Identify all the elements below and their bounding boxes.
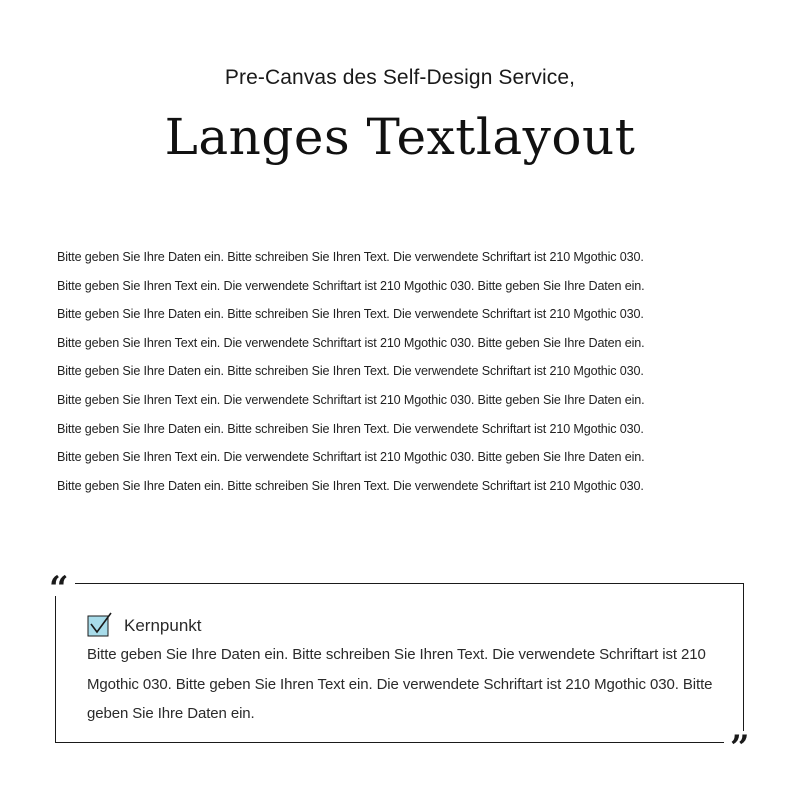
body-line: Bitte geben Sie Ihren Text ein. Die verwendete Schriftart ist 210 Mgothic 030. Bitte geben Sie Ihre Daten ein. — [57, 278, 645, 293]
body-text-block — [57, 243, 747, 500]
key-point-label: Kernpunkt — [124, 616, 202, 635]
key-point-text: Bitte geben Sie Ihre Daten ein. Bitte schreiben Sie Ihren Text. Die verwendete Schriftart ist 210 Mgothic 030. Bitte geben Sie Ihren Text ein. Die verwendete Schriftart ist 210 Mgothic 030. Bitte geben Sie Ihre Daten ein. — [87, 646, 713, 722]
body-line: Bitte geben Sie Ihre Daten ein. Bitte schreiben Sie Ihren Text. Die verwendete Schriftart ist 210 Mgothic 030. — [57, 364, 644, 379]
open-quote-icon: “ — [47, 572, 75, 596]
close-quote-icon: ” — [724, 731, 752, 755]
body-line: Bitte geben Sie Ihre Daten ein. Bitte schreiben Sie Ihren Text. Die verwendete Schriftart ist 210 Mgothic 030. — [57, 250, 644, 264]
body-line: Bitte geben Sie Ihren Text ein. Die verwendete Schriftart ist 210 Mgothic 030. Bitte geben Sie Ihre Daten ein. — [57, 335, 645, 350]
body-line: Bitte geben Sie Ihre Daten ein. Bitte schreiben Sie Ihren Text. Die verwendete Schriftart ist 210 Mgothic 030. — [57, 421, 644, 436]
body-line: Bitte geben Sie Ihre Daten ein. Bitte schreiben Sie Ihren Text. Die verwendete Schriftart ist 210 Mgothic 030. — [57, 478, 644, 493]
page-subtitle: Pre-Canvas des Self-Design Service, — [224, 66, 576, 89]
body-line: Bitte geben Sie Ihren Text ein. Die verwendete Schriftart ist 210 Mgothic 030. Bitte geben Sie Ihre Daten ein. — [57, 392, 645, 407]
page-title: Langes Textlayout — [164, 108, 636, 166]
checkbox-checked-icon — [87, 611, 113, 637]
body-line: Bitte geben Sie Ihren Text ein. Die verwendete Schriftart ist 210 Mgothic 030. Bitte geben Sie Ihre Daten ein. — [57, 450, 645, 465]
body-line: Bitte geben Sie Ihre Daten ein. Bitte schreiben Sie Ihren Text. Die verwendete Schriftart ist 210 Mgothic 030. — [57, 307, 644, 322]
